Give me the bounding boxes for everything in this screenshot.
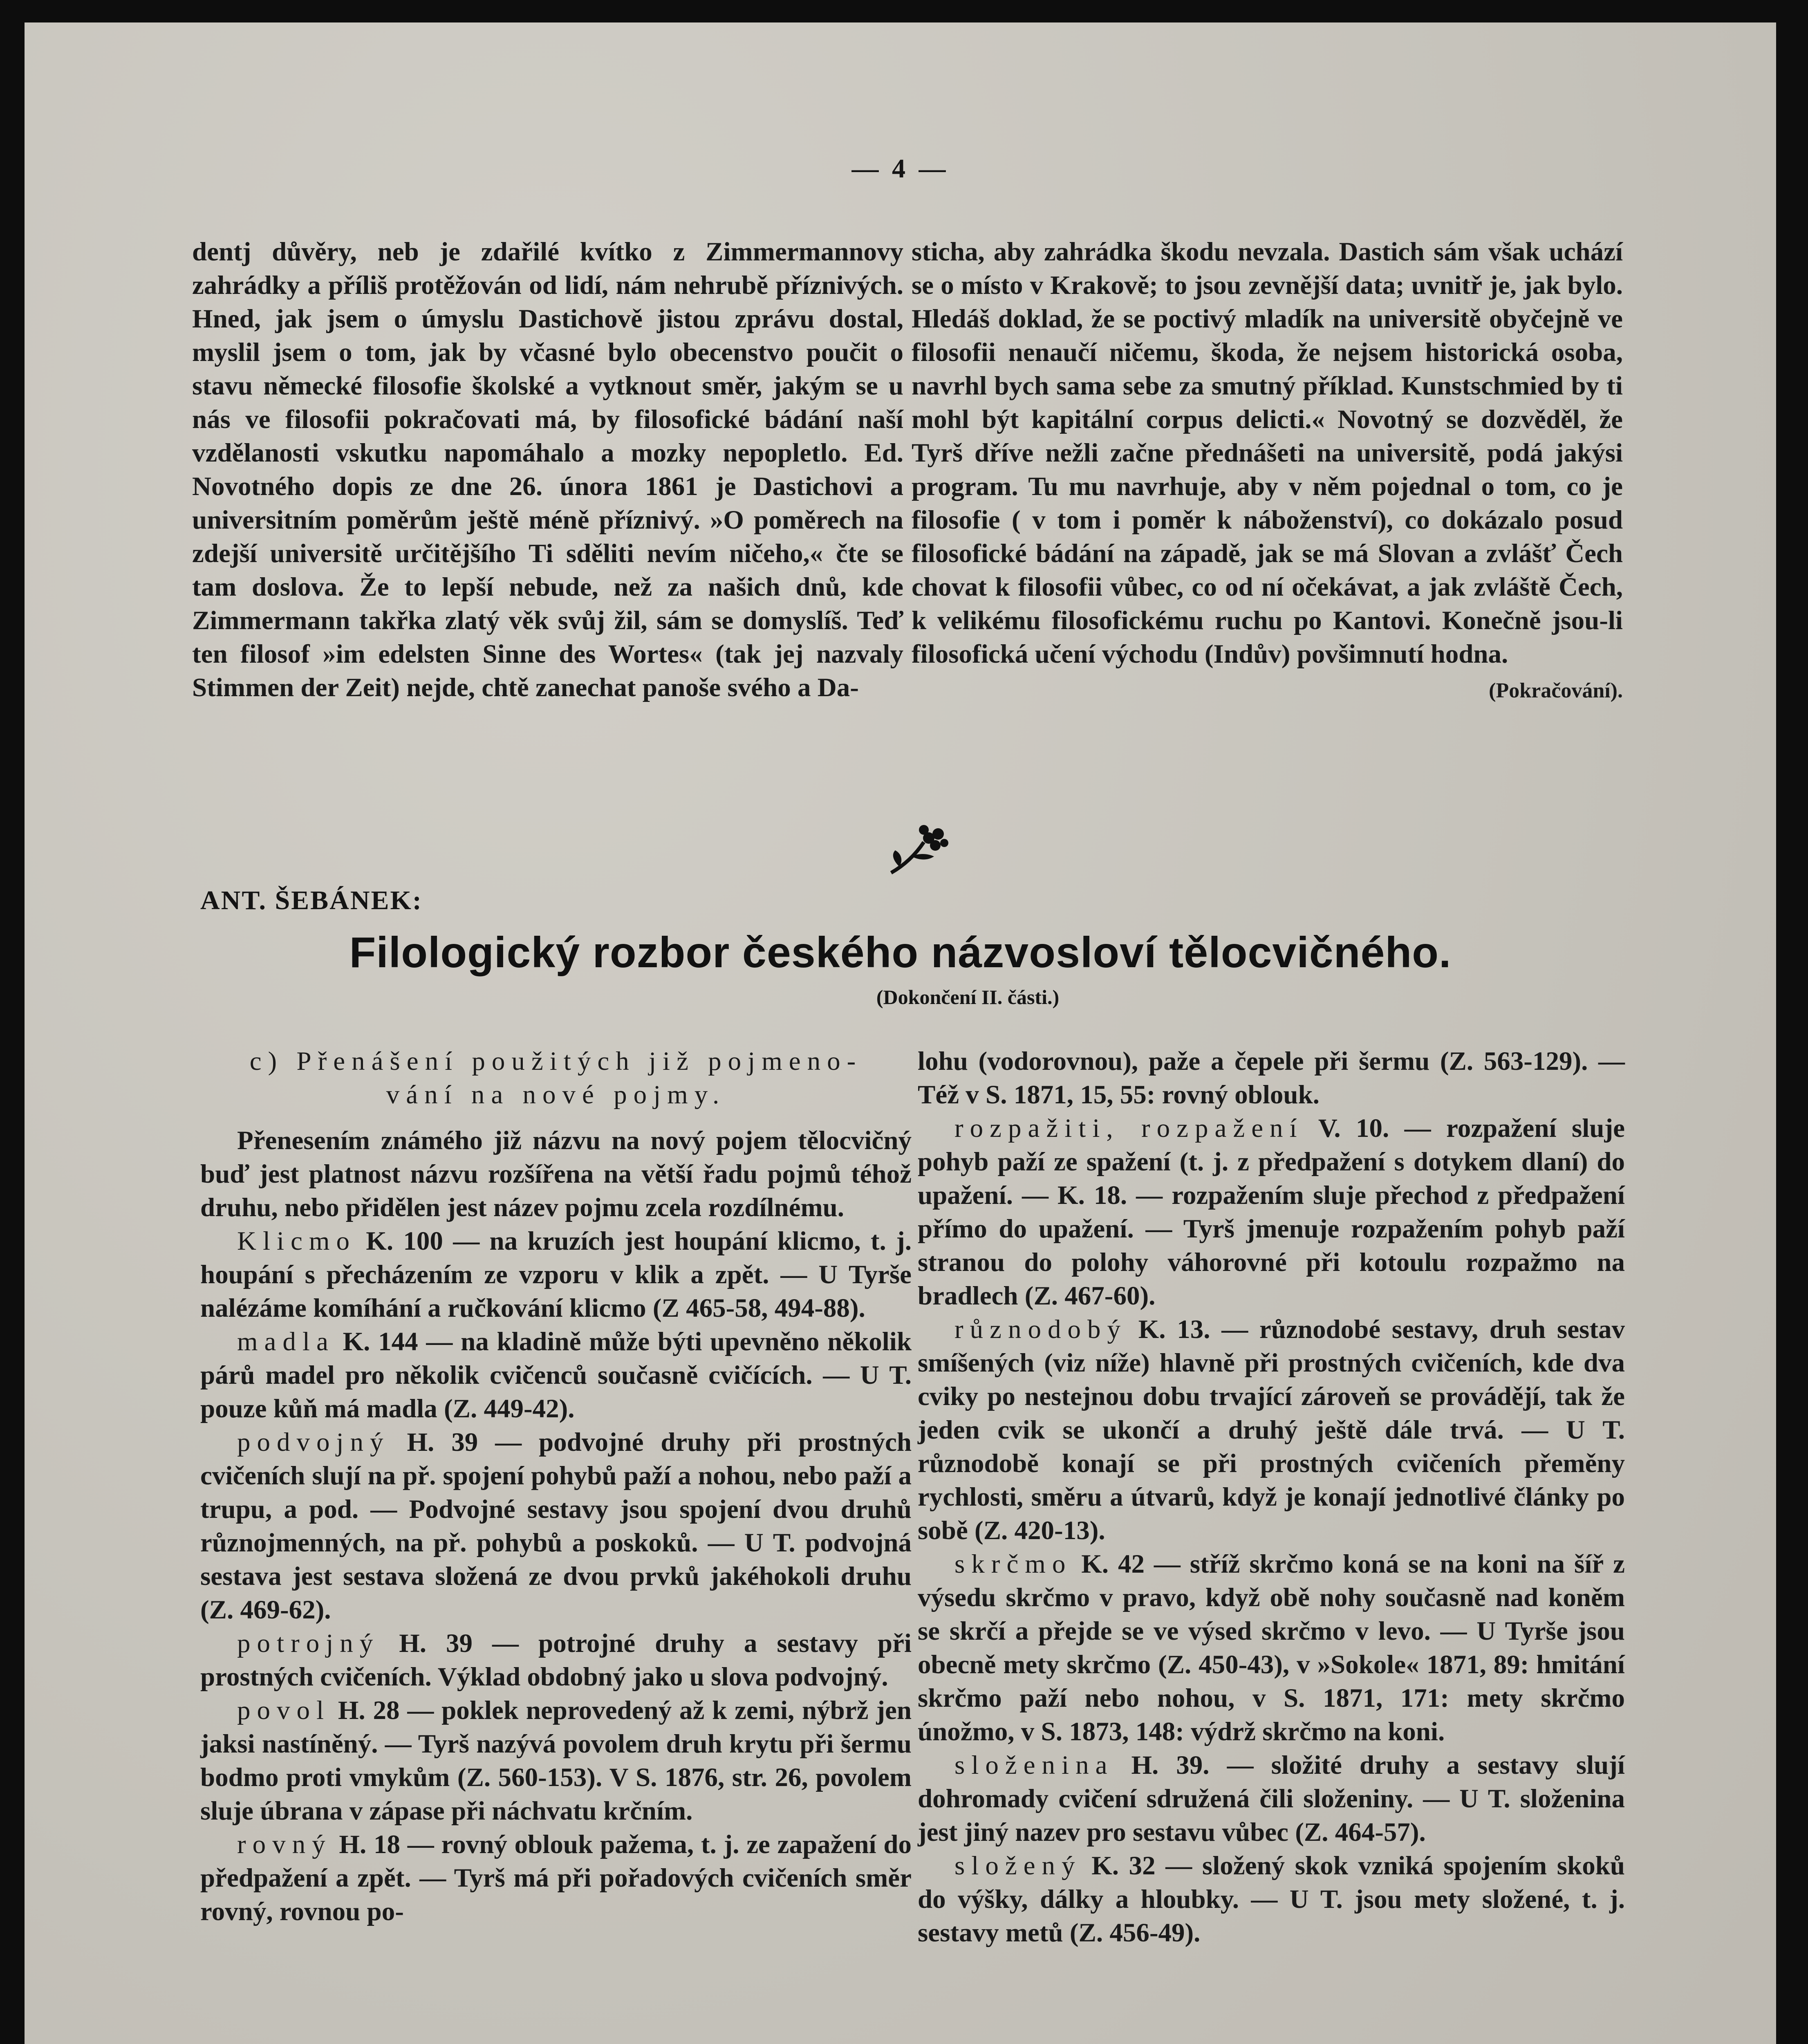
page-number: — 4 — [851,154,949,184]
column-top-right [912,235,1623,708]
entry-paragraph: rovný H. 18 — rovný oblouk pažema, t. j. ze zapažení do předpažení a zpět. — Tyrš má při pořadových cvičeních směr rovný, rovnou po- [200,1830,912,1926]
entry-paragraph: Přenesením známého již názvu na nový pojem tělocvičný buď jest platnost názvu rozšířena na větší řadu pojmů téhož druhu, nebo přidělen jest název pojmu zcela rozdílnému. [200,1126,912,1222]
article-title: Filologický rozbor českého názvosloví tělocvičného. [349,928,1452,977]
author-name: ANT. ŠEBÁNEK: [200,885,423,915]
entry-paragraph: lohu (vodorovnou), paže a čepele při šermu (Z. 563-129). — Též v S. 1871, 15, 55: rovný oblouk. [918,1047,1625,1109]
entry-paragraph: rozpažiti, rozpažení V. 10. — rozpažení sluje pohyb paží ze spažení (t. j. z předpažení s dotykem dlaní) do upažení. — K. 18. — rozpažením sluje přechod z předpažení přímo do upažení. — Tyrš jmenuje rozpažením pohyb paží stranou do polohy váhorovné při kotoulu rozpažmo na bradlech (Z. 467-60). [918,1114,1625,1311]
column-top-left [192,235,903,704]
entry-paragraph: složenina H. 39. — složité druhy a sestavy slují dohromady cvičení sdružená čili složeniny. — U T. složenina jest jiný nazev pro sestavu vůbec (Z. 464-57). [918,1750,1625,1847]
entry-paragraph: složený K. 32 — složený skok vzniká spojením skoků do výšky, dálky a hloubky. — U T. jsou mety složené, t. j. sestavy metů (Z. 456-49). [918,1851,1625,1948]
paragraph-text: sticha, aby zahrádka škodu nevzala. Dastich sám však uchází se o místo v Krakově; to jsou zevnější data; uvnitř je, jak bylo. Hledáš doklad, že se poctivý mladík na universitě obyčejně ve filosofii nenaučí ničemu, škoda, že nejsem historická osoba, navrhl bych sama sebe za smutný příklad. Kunstschmied by ti mohl být kapitální corpus delicti.« Novotný se dozvěděl, že Tyrš dříve nežli začne přednášeti na universitě, podá jakýsi program. Tu mu navrhuje, aby v něm pojednal o tom, co je filosofie ( v tom i poměr k náboženství), co dokázalo posud filosofické bádání na západě, jak se má Slovan a zvlášť Čech chovat k filosofii vůbec, co od ní očekávat, a jak zvláště Čech, k velikému filosofickému ruchu po Kantovi. Konečně jsou-li filosofická učení východu (Indův) povšimnutí hodna. [912,237,1623,669]
entry-paragraph: skrčmo K. 42 — stříž skrčmo koná se na koni na šíř z výsedu skrčmo v pravo, když obě nohy současně nad koněm se skrčí a přejde se ve výsed skrčmo v levo. — U Tyrše jsou obecně mety skrčmo (Z. 450-43), v »Sokole« 1871, 89: hmitání skrčmo paží nebo nohou, v S. 1871, 171: mety skrčmo únožmo, v S. 1873, 148: výdrž skrčmo na koni. [918,1549,1625,1746]
entry-paragraph: madla K. 144 — na kladině může býti upevněno několik párů madel pro několik cvičenců současně cvičících. — U T. pouze kůň má madla (Z. 449-42). [200,1327,912,1423]
entry-paragraph: Klicmo K. 100 — na kruzích jest houpání klicmo, t. j. houpání s přecházením ze vzporu v klik a zpět. — U Tyrše nalézáme komíhání a ručkování klicmo (Z 465-58, 494-88). [200,1226,912,1323]
paragraph [912,235,1623,702]
column-bottom-left [200,1044,912,1928]
section-heading: c) Přenášení použitých již pojmeno- [249,1047,863,1076]
column-bottom-right [918,1044,1625,1950]
section-heading-continued: vání na nové pojmy. [386,1080,726,1109]
continued-note: (Pokračování). [1489,679,1623,702]
entry-paragraph: potrojný H. 39 — potrojné druhy a sestavy při prostných cvičeních. Výklad obdobný jako u slova podvojný. [200,1629,912,1692]
flower-ornament-icon [883,822,952,879]
entry-paragraph: různodobý K. 13. — různodobé sestavy, druh sestav smíšených (viz níže) hlavně při prostných cvičeních, kde dva cviky po nestejnou dobu trvající zároveň se provádějí, tak že jeden cvik se ukončí a druhý ještě dále trvá. — U T. různodobě konají se při prostných cvičeních přeměny rychlosti, směru a útvarů, když je konají jednotlivé články po sobě (Z. 420-13). [918,1315,1625,1545]
paragraph: dentj důvěry, neb je zdařilé kvítko z Zimmermannovy zahrádky a příliš protěžován od lidí, nám nehrubě příznivých. Hned, jak jsem o úmyslu Dastichově jistou zprávu dostal, myslil jsem o tom, jak by včasné bylo obecenstvo poučit o stavu německé filosofie školské a vytknout směr, jakým se u nás ve filosofii pokračovati má, by filosofické bádání naší vzdělanosti vskutku napomáhalo a mozky nepopletlo. Ed. Novotného dopis ze dne 26. února 1861 je Dastichovi a universitním poměrům ještě méně příznivý. »O poměrech na zdejší universitě určitějšího Ti sděliti nevím ničeho,« čte se tam doslova. Že to lepší nebude, než za našich dnů, kde Zimmermann takřka zlatý věk svůj žil, sám se domyslíš. Teď ten filosof »im edelsten Sinne des Wortes« (tak jej nazvaly Stimmen der Zeit) nejde, chtě zanechat panoše svého a Da- [192,237,903,702]
page-sheet [25,22,1776,2044]
article-subtitle: (Dokončení II. části.) [876,986,1060,1009]
entry-paragraph: povol H. 28 — poklek neprovedený až k zemi, nýbrž jen jaksi nastíněný. — Tyrš nazývá povolem druh krytu při šermu bodmo proti vmykům (Z. 560-153). V S. 1876, str. 26, povolem sluje úbrana v zápase při náchvatu krčním. [200,1696,912,1826]
entry-paragraph: podvojný H. 39 — podvojné druhy při prostných cvičeních slují na př. spojení pohybů paží a nohou, nebo paží a trupu, a pod. — Podvojné sestavy jsou spojení dvou druhů různojmenných, na př. pohybů a poskoků. — U T. podvojná sestava jest sestava složená ze dvou prvků jakéhokoli druhu (Z. 469-62). [200,1428,912,1625]
